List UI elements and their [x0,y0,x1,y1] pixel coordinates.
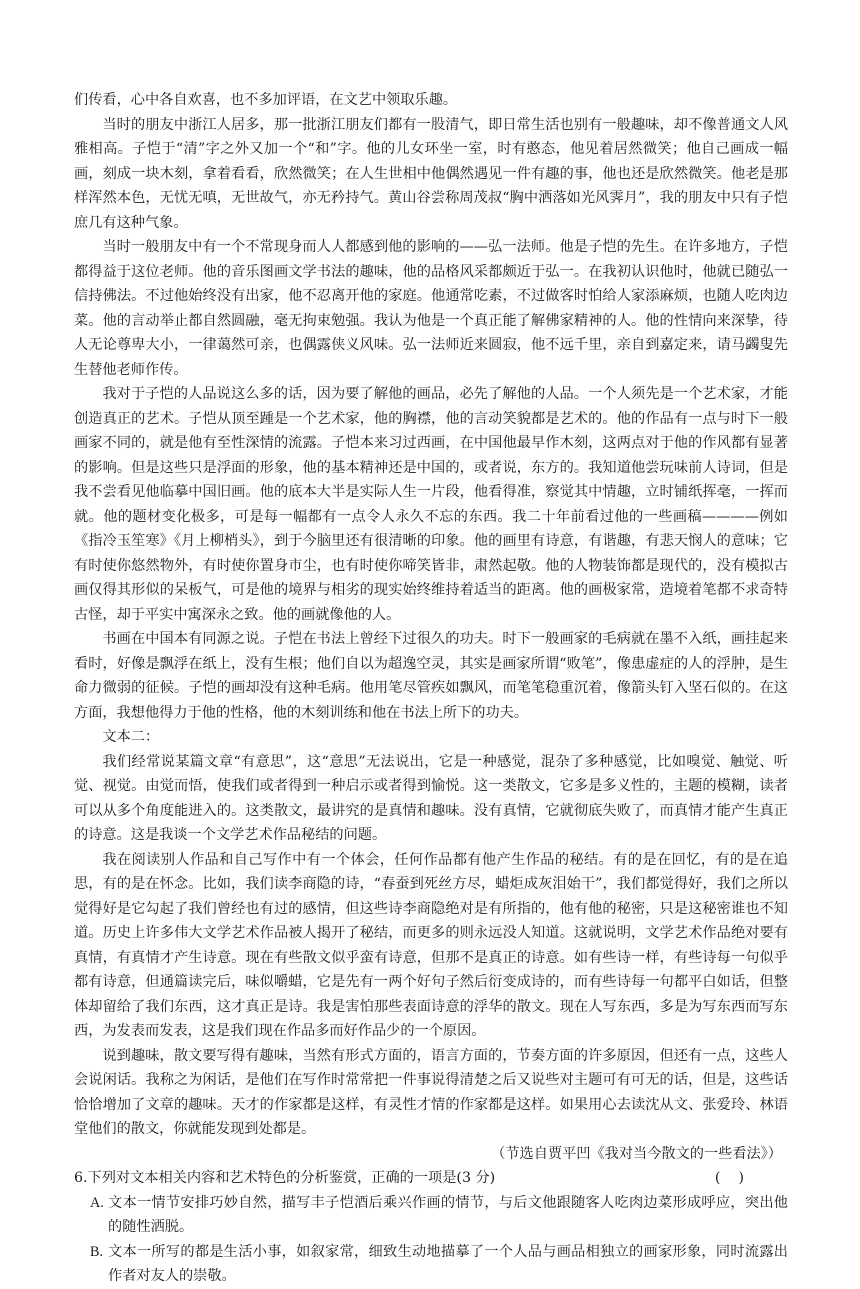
text1-paragraph-2: 当时的朋友中浙江人居多，那一批浙江朋友们都有一股清气，即日常生活也别有一般趣味，却不像普通文人风雅相高。子恺于“清”字之外又加一个“和”字。他的儿女环坐一室，时有憨态，他见着居然微笑；他自己画成一幅画，刻成一块木刻，拿着看看，欣然微笑；在人生世相中他偶然遇见一件有趣的事，他也还是欣然微笑。他老是那样浑然本色，无忧无嗔，无世故气，亦无矜持气。黄山谷尝称周茂叔“胸中洒落如光风霁月”，我的朋友中只有子恺庶几有这种气象。 [74,116,788,231]
text2-paragraph-3: 说到趣味，散文要写得有趣味，当然有形式方面的，语言方面的，节奏方面的许多原因，但还有一点，这些人会说闲话。我称之为闲话，是他们在写作时常常把一件事说得清楚之后又说些对主题可有可无的话，但是，这些话恰恰增加了文章的趣味。天才的作家都是这样，有灵性才情的作家都是这样。如果用心去读沈从文、张爱玲、林语堂他们的散文，你就能发现到处都是。 [74,1047,788,1137]
text2-paragraph-2: 我在阅读别人作品和自己写作中有一个体会，任何作品都有他产生作品的秘结。有的是在回忆，有的是在追思，有的是在怀念。比如，我们读李商隐的诗，“春蚕到死丝方尽，蜡炬成灰泪始干”，我们都觉得好，我们之所以觉得好是它勾起了我们曾经也有过的感情，但这些诗李商隐绝对是有所指的，他有他的秘密，只是这秘密谁也不知道。历史上许多伟大文学艺术作品被人揭开了秘结，而更多的则永远没人知道。这就说明，文学艺术作品绝对要有真情，有真情才产生诗意。现在有些散文似乎蛮有诗意，但那不是真正的诗意。如有些诗一样，有些诗每一句似乎都有诗意，但通篇读完后，味似嚼蜡，它是先有一两个好句子然后衍变成诗的，而有些诗每一句都平白如话，但整体却留给了我们东西，这才真正是诗。我是害怕那些表面诗意的浮华的散文。现在人写东西，多是为写东西而写东西，为发表而发表，这是我们现在作品多而好作品少的一个原因。 [74,851,788,1039]
question-stem: 6.下列对文本相关内容和艺术特色的分析鉴赏，正确的一项是(3 分) [74,1170,496,1186]
option-a [74,1191,788,1240]
text2-paragraph-1: 我们经常说某篇文章“有意思”，这“意思”无法说出，它是一种感觉，混杂了多种感觉，比如嗅觉、触觉、听觉、视觉。由觉而悟，使我们或者得到一种启示或者得到愉悦。这一类散文，它多是多义性的，主题的模糊，读者可以从多个角度能进入的。这类散文，最讲究的是真情和趣味。没有真情，它就彻底失败了，而真情才能产生真正的诗意。这是我谈一个文学艺术作品秘结的问题。 [74,753,788,843]
text1-paragraph-4: 我对于子恺的人品说这么多的话，因为要了解他的画品，必先了解他的人品。一个人须先是一个艺术家，才能创造真正的艺术。子恺从顶至踵是一个艺术家，他的胸襟，他的言动笑貌都是艺术的。他的作品有一点与时下一般画家不同的，就是他有至性深情的流露。子恺本来习过西画，在中国他最早作木刻，这两点对于他的作风都有显著的影响。但是这些只是浮面的形象，他的基本精神还是中国的，或者说，东方的。我知道他尝玩味前人诗词，但是我不尝看见他临摹中国旧画。他的底本大半是实际人生一片段，他看得准，察觉其中情趣，立时铺纸挥毫，一挥而就。他的题材变化极多，可是每一幅都有一点令人永久不忘的东西。我二十年前看过他的一些画稿————例如《指冷玉笙寒》《月上柳梢头》，到于今脑里还有很清晰的印象。他的画里有诗意，有谐趣，有悲天悯人的意味；它有时使你悠然物外，有时使你置身市尘，也有时使你啼笑皆非，肃然起敬。他的人物装饰都是现代的，没有模拟古画仅得其形似的呆板气，可是他的境界与相劣的现实始终维持着适当的距离。他的画极家常，造境着笔都不求奇特古怪，却于平实中寓深永之致。他的画就像他的人。 [74,386,788,623]
document-page [74,88,788,1289]
answer-bracket: ( ) [714,1170,744,1186]
option-b [74,1240,788,1289]
text2-label: 文本二： [102,729,160,745]
text1-paragraph-3: 当时一般朋友中有一个不常现身而人人都感到他的影响的——弘一法师。他是子恺的先生。在许多地方，子恺都得益于这位老师。他的音乐图画文学书法的趣味，他的品格风采都颇近于弘一。在我初认识他时，他就已随弘一信持佛法。不过他始终没有出家，他不忍离开他的家庭。他通常吃素，不过做客时怕给人家添麻烦，也随人吃肉边菜。他的言动举止都自然圆融，毫无拘束勉强。我认为他是一个真正能了解佛家精神的人。他的性情向来深挚，待人无论尊卑大小，一律蔼然可亲，也偶露侠义风味。弘一法师近来圆寂，他不远千里，亲自到嘉定来，请马蠲叟先生替他老师作传。 [74,239,788,378]
question-6 [74,1166,788,1191]
text1-paragraph-5: 书画在中国本有同源之说。子恺在书法上曾经下过很久的功夫。时下一般画家的毛病就在墨不入纸，画挂起来看时，好像是飘浮在纸上，没有生根；他们自以为超逸空灵，其实是画家所谓“败笔”，像患虚症的人的浮肿，是生命力微弱的征候。子恺的画却没有这种毛病。他用笔尽管疾如飘风，而笔笔稳重沉着，像箭头钉入坚石似的。在这方面，我想他得力于他的性格，他的木刻训练和他在书法上所下的功夫。 [74,631,788,721]
text1-paragraph-1: 们传看，心中各自欢喜，也不多加评语，在文艺中领取乐趣。 [74,92,458,108]
option-letter: A. [90,1194,104,1211]
source-citation: （节选自贾平凹《我对当今散文的一些看法》） [491,1145,782,1162]
option-text: 文本一情节安排巧妙自然，描写丰子恺酒后乘兴作画的情节，与后文他跟随客人吃肉边菜形成呼应，突出他的随性洒脱。 [108,1194,788,1235]
option-text: 文本一所写的都是生活小事，如叙家常，细致生动地描摹了一个人品与画品相独立的画家形象，同时流露出作者对友人的崇敬。 [108,1243,788,1284]
option-letter: B. [90,1243,104,1260]
